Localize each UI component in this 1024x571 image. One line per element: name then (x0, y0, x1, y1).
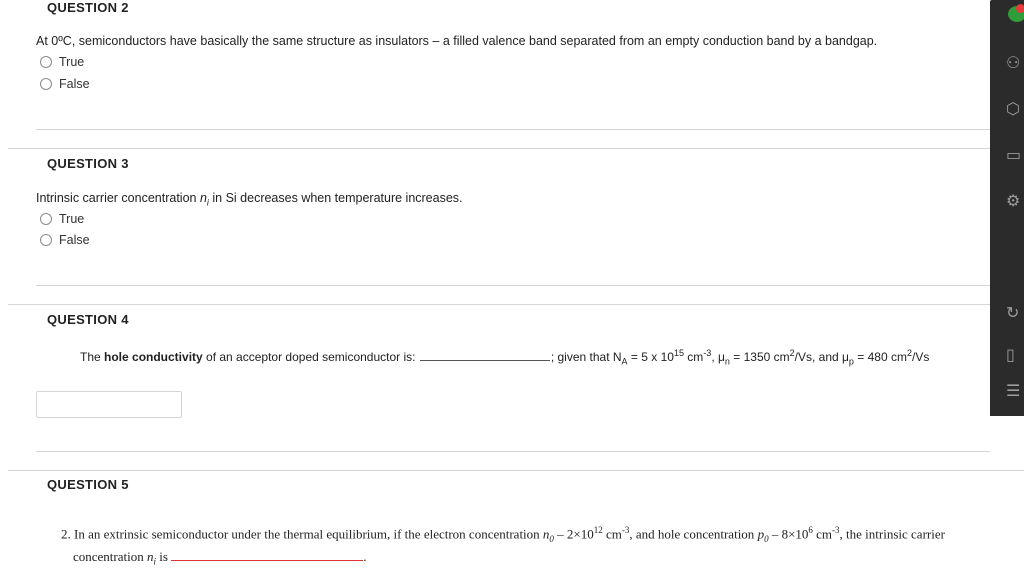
question-4-title: QUESTION 4 (47, 312, 129, 327)
option-label: True (59, 212, 85, 226)
divider (8, 470, 1024, 471)
divider (36, 451, 990, 452)
divider (8, 148, 990, 149)
question-5-text: 2. In an extrinsic semiconductor under the thermal equilibrium, if the electron concentration $n_0 - 2\times 10^{12}$ $cm^{-3}$, and hole concentration $p_0 - 8\times 10^6$ $cm^{-3}$, the intrinsic carrier concentration $n_i$ is . (61, 525, 945, 567)
notification-dot-icon (1016, 4, 1024, 13)
cube-icon[interactable]: ⬡ (1006, 101, 1020, 118)
refresh-icon[interactable]: ↻ (1006, 305, 1020, 322)
option-label: False (59, 233, 90, 247)
question-4-answer-input[interactable] (36, 391, 182, 418)
question-4-text: The hole conductivity of an acceptor doped semiconductor is: ; given that $N_A = 5$ x $10^{15}$ $cm^{-3}$, $\mu_n = 1350$ $cm^2/Vs$, and $\mu_p = 480$ $cm^2/Vs$ (80, 348, 930, 367)
radio-button[interactable] (40, 213, 52, 225)
question-3-option-false[interactable] (40, 233, 90, 247)
folder-icon[interactable]: ▭ (1006, 147, 1022, 164)
question-3-option-true[interactable] (40, 212, 84, 226)
question-2-option-true[interactable] (40, 55, 84, 69)
divider (36, 129, 990, 130)
option-label: False (59, 77, 90, 91)
divider (8, 304, 990, 305)
radio-button[interactable] (40, 78, 52, 90)
mobile-icon[interactable]: ▯ (1006, 347, 1015, 364)
question-3-text: Intrinsic carrier concentration $n_i$ in Si decreases when temperature increases. (36, 191, 463, 208)
option-label: True (59, 55, 85, 69)
divider (36, 285, 990, 286)
blank-line (420, 350, 550, 361)
question-3-title: QUESTION 3 (47, 156, 129, 171)
question-2-title: QUESTION 2 (47, 0, 129, 15)
radio-button[interactable] (40, 234, 52, 246)
gear-icon[interactable]: ⚙ (1006, 193, 1021, 210)
user-icon[interactable]: ⚇ (1006, 55, 1021, 72)
answer-blank-line (171, 549, 363, 561)
radio-button[interactable] (40, 56, 52, 68)
question-2-text: At 0ºC, semiconductors have basically the same structure as insulators – a filled valence band separated from an empty conduction band by a bandgap. (36, 34, 878, 48)
question-2-option-false[interactable] (40, 77, 90, 91)
question-5-title: QUESTION 5 (47, 477, 129, 492)
menu-icon[interactable]: ☰ (1006, 383, 1021, 400)
